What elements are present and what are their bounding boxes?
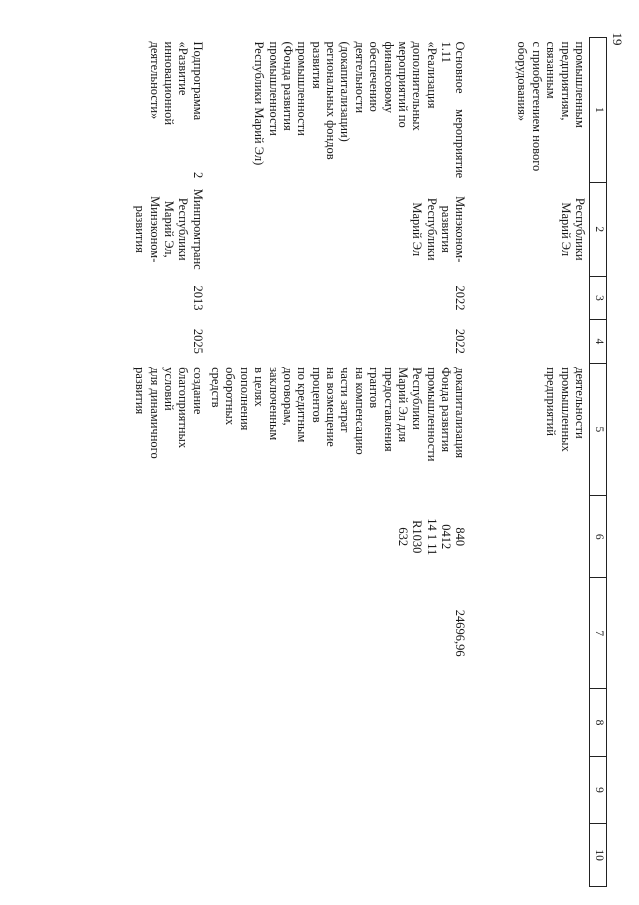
- cell-event-name: Подпрограмма 2 «Развитие инновационной деятельности»: [147, 41, 205, 179]
- page-number: 19: [610, 32, 625, 46]
- cell-executor: Республики Марий Эл: [558, 197, 587, 261]
- cell-amount: 24696,96: [453, 609, 468, 657]
- table-header-row: [590, 38, 607, 887]
- rotated-table-container: [133, 37, 607, 887]
- column-header: 5: [590, 363, 607, 496]
- column-header: 4: [590, 320, 607, 363]
- column-header: 1: [590, 38, 607, 183]
- cell-start-year: [470, 276, 590, 319]
- cell-col8: [207, 689, 470, 757]
- cell-end-year: 2022: [453, 328, 468, 354]
- column-header: 10: [590, 824, 607, 887]
- cell-col9: [470, 756, 590, 824]
- cell-budget-code: [470, 496, 590, 578]
- cell-col8: [470, 689, 590, 757]
- cell-executor: Минэконом- развития Республики Марий Эл: [410, 196, 468, 263]
- table-row: [117, 38, 207, 887]
- column-header: 8: [590, 689, 607, 757]
- cell-event-name: промышленным предприятиям, связанным с приобретением нового оборудования»: [515, 41, 587, 172]
- table-row: [207, 38, 470, 887]
- column-header: 2: [590, 182, 607, 276]
- table-row: [470, 38, 590, 887]
- cell-col10: [207, 824, 470, 887]
- column-header: 9: [590, 756, 607, 824]
- cell-end-year: 2025: [190, 328, 205, 354]
- cell-result: докапитализация Фонда развития промышленности Республики Марий Эл для предоставления грантов на компенсацию части затрат на возмещение процентов по кредитным договорам, заключенным в целях пополнения оборотных средств: [209, 367, 468, 462]
- cell-col9: [117, 756, 207, 824]
- cell-start-year: 2022: [453, 285, 468, 311]
- column-header: 3: [590, 276, 607, 319]
- cell-result: деятельности промышленных предприятий: [544, 367, 587, 452]
- cell-budget-code: [117, 496, 207, 578]
- cell-col8: [117, 689, 207, 757]
- cell-col10: [470, 824, 590, 887]
- cell-result: создание благоприятных условий для динамичного развития: [133, 367, 205, 459]
- cell-start-year: 2013: [190, 285, 205, 311]
- cell-col10: [117, 824, 207, 887]
- cell-amount: [117, 578, 207, 689]
- column-header: 6: [590, 496, 607, 578]
- cell-event-name: Основное мероприятие 1.11 «Реализация дополнительных мероприятий по финансовому обеспечению деятельности (докапитализации) региональных фондов развития промышленности (Фонда развития промышленности Республики Марий Эл): [252, 41, 468, 179]
- cell-amount: [470, 578, 590, 689]
- cell-budget-code: 840 0412 14 1 11 R1030 632: [396, 518, 468, 556]
- column-header: 7: [590, 578, 607, 689]
- cell-executor: Минпромтранс Республики Марий Эл, Минэконом- развития: [133, 188, 205, 270]
- program-table: [117, 37, 607, 887]
- cell-col9: [207, 756, 470, 824]
- cell-end-year: [470, 320, 590, 363]
